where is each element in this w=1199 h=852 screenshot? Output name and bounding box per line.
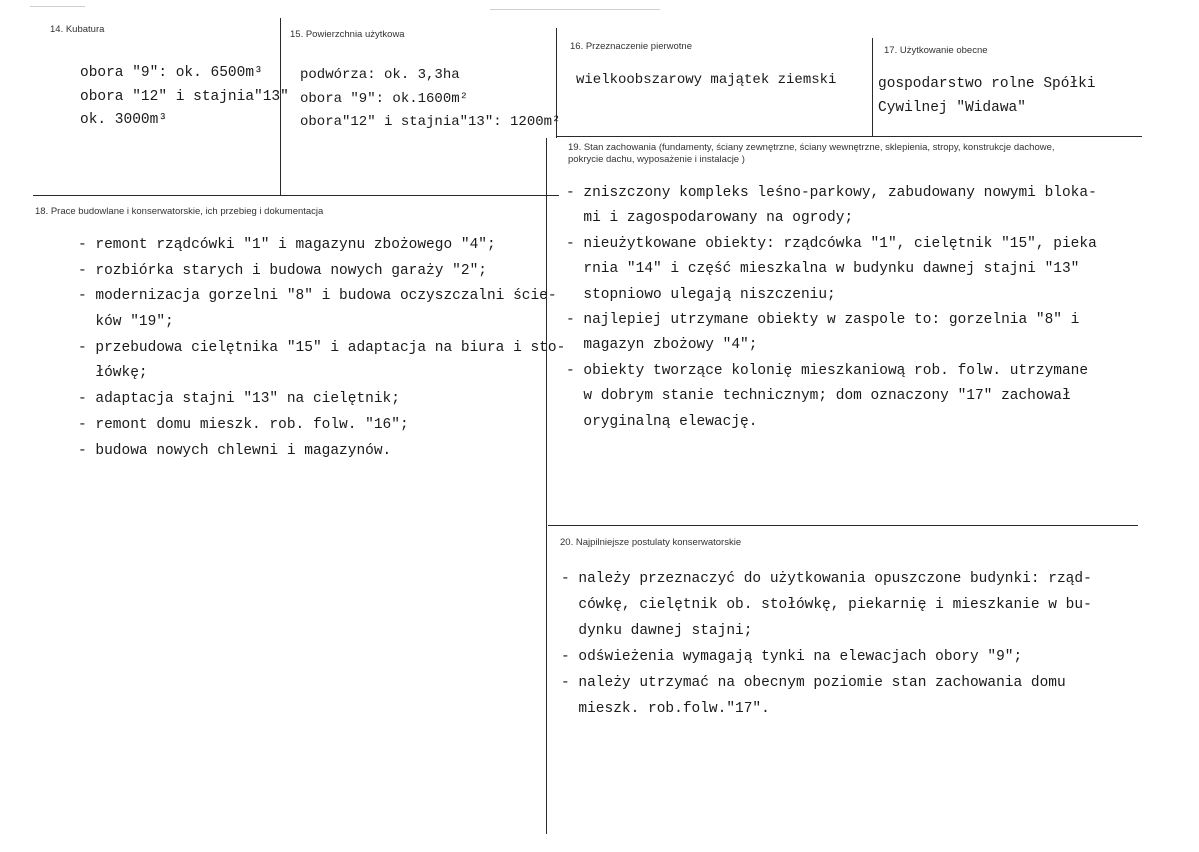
section-20-line: - należy utrzymać na obecnym poziomie stan zachowania domu <box>561 675 1066 691</box>
section-18-line: - remont rządcówki "1" i magazynu zbożowego "4"; <box>78 237 496 253</box>
section-17-line: Cywilnej "Widawa" <box>878 99 1026 116</box>
section-19-label: 19. Stan zachowania (fundamenty, ściany zewnętrzne, ściany wewnętrzne, sklepienia, stropy, konstrukcje dachowe, pokrycie dachu, wyposażenie i instalacje ) <box>568 142 1055 165</box>
section-18-line: - adaptacja stajni "13" na cielętnik; <box>78 391 400 408</box>
section-16-line: wielkoobszarowy majątek ziemski <box>576 72 837 88</box>
section-17-label: 17. Użytkowanie obecne <box>884 45 988 56</box>
section-19-line: - zniszczony kompleks leśno-parkowy, zabudowany nowymi bloka- <box>566 185 1097 201</box>
section-19-content <box>566 181 1097 435</box>
section-18-content <box>78 233 565 464</box>
section-20-line: - należy przeznaczyć do użytkowania opuszczone budynki: rząd- <box>561 571 1092 587</box>
divider-16-17 <box>872 38 873 136</box>
section-14-content <box>80 62 289 133</box>
section-19-line: oryginalną elewację. <box>566 413 758 430</box>
section-20-line: mieszk. rob.folw."17". <box>561 701 770 717</box>
section-20-label: 20. Najpilniejsze postulaty konserwatorskie <box>560 537 742 548</box>
section-18-line: - przebudowa cielętnika "15" i adaptacja na biura i sto- <box>78 339 566 356</box>
section-15-label: 15. Powierzchnia użytkowa <box>290 29 405 40</box>
section-18-line: - modernizacja gorzelni "8" i budowa oczyszczalni ście- <box>78 288 557 305</box>
section-18-line: ków "19"; <box>78 314 174 331</box>
section-19-line: - obiekty tworzące kolonię mieszkaniową rob. folw. utrzymane <box>566 362 1089 379</box>
section-19-line: stopniowo ulegają niszczeniu; <box>566 286 836 303</box>
section-15-line: podwórza: ok. 3,3ha <box>300 67 460 83</box>
scan-mark <box>490 9 660 10</box>
divider-row1-right <box>557 136 1142 137</box>
section-18-label: 18. Prace budowlane i konserwatorskie, ich przebieg i dokumentacja <box>35 206 324 217</box>
section-15-line: obora"12" i stajnia"13": 1200m² <box>300 114 561 130</box>
section-17-content <box>878 73 1096 120</box>
section-20-line: cówkę, cielętnik ob. stołówkę, piekarnię i mieszkanie w bu- <box>561 597 1092 613</box>
section-19-line: magazyn zbożowy "4"; <box>566 337 758 354</box>
section-18-line: - remont domu mieszk. rob. folw. "16"; <box>78 416 409 433</box>
section-17-line: gospodarstwo rolne Spółki <box>878 76 1096 92</box>
section-14-label: 14. Kubatura <box>50 24 105 35</box>
section-20-line: dynku dawnej stajni; <box>561 623 753 639</box>
section-14-line: obora "12" i stajnia"13" <box>80 88 289 105</box>
section-14-line: obora "9": ok. 6500m³ <box>80 65 263 81</box>
scan-mark <box>30 6 85 7</box>
section-19-line: - najlepiej utrzymane obiekty w zaspole to: gorzelnia "8" i <box>566 311 1080 328</box>
section-18-line: - rozbiórka starych i budowa nowych garaży "2"; <box>78 262 487 279</box>
section-15-line: obora "9": ok.1600m² <box>300 90 469 107</box>
section-20-content <box>561 566 1092 722</box>
section-19-line: w dobrym stanie technicznym; dom oznaczony "17" zachował <box>566 388 1071 405</box>
section-16-content <box>576 69 836 93</box>
section-16-label: 16. Przeznaczenie pierwotne <box>570 41 692 52</box>
section-18-line: - budowa nowych chlewni i magazynów. <box>78 442 392 459</box>
section-19-line: mi i zagospodarowany na ogrody; <box>566 210 854 227</box>
section-18-line: łówkę; <box>78 365 148 382</box>
section-14-line: ok. 3000m³ <box>80 112 168 128</box>
section-20-line: - odświeżenia wymagają tynki na elewacjach obory "9"; <box>561 649 1023 665</box>
section-19-line: - nieużytkowane obiekty: rządcówka "1", cielętnik "15", pieka <box>566 235 1097 252</box>
section-19-line: rnia "14" i część mieszkalna w budynku dawnej stajni "13" <box>566 261 1080 278</box>
divider-row1-left <box>33 195 559 196</box>
section-15-content <box>300 64 560 135</box>
divider-19-20 <box>548 525 1138 526</box>
